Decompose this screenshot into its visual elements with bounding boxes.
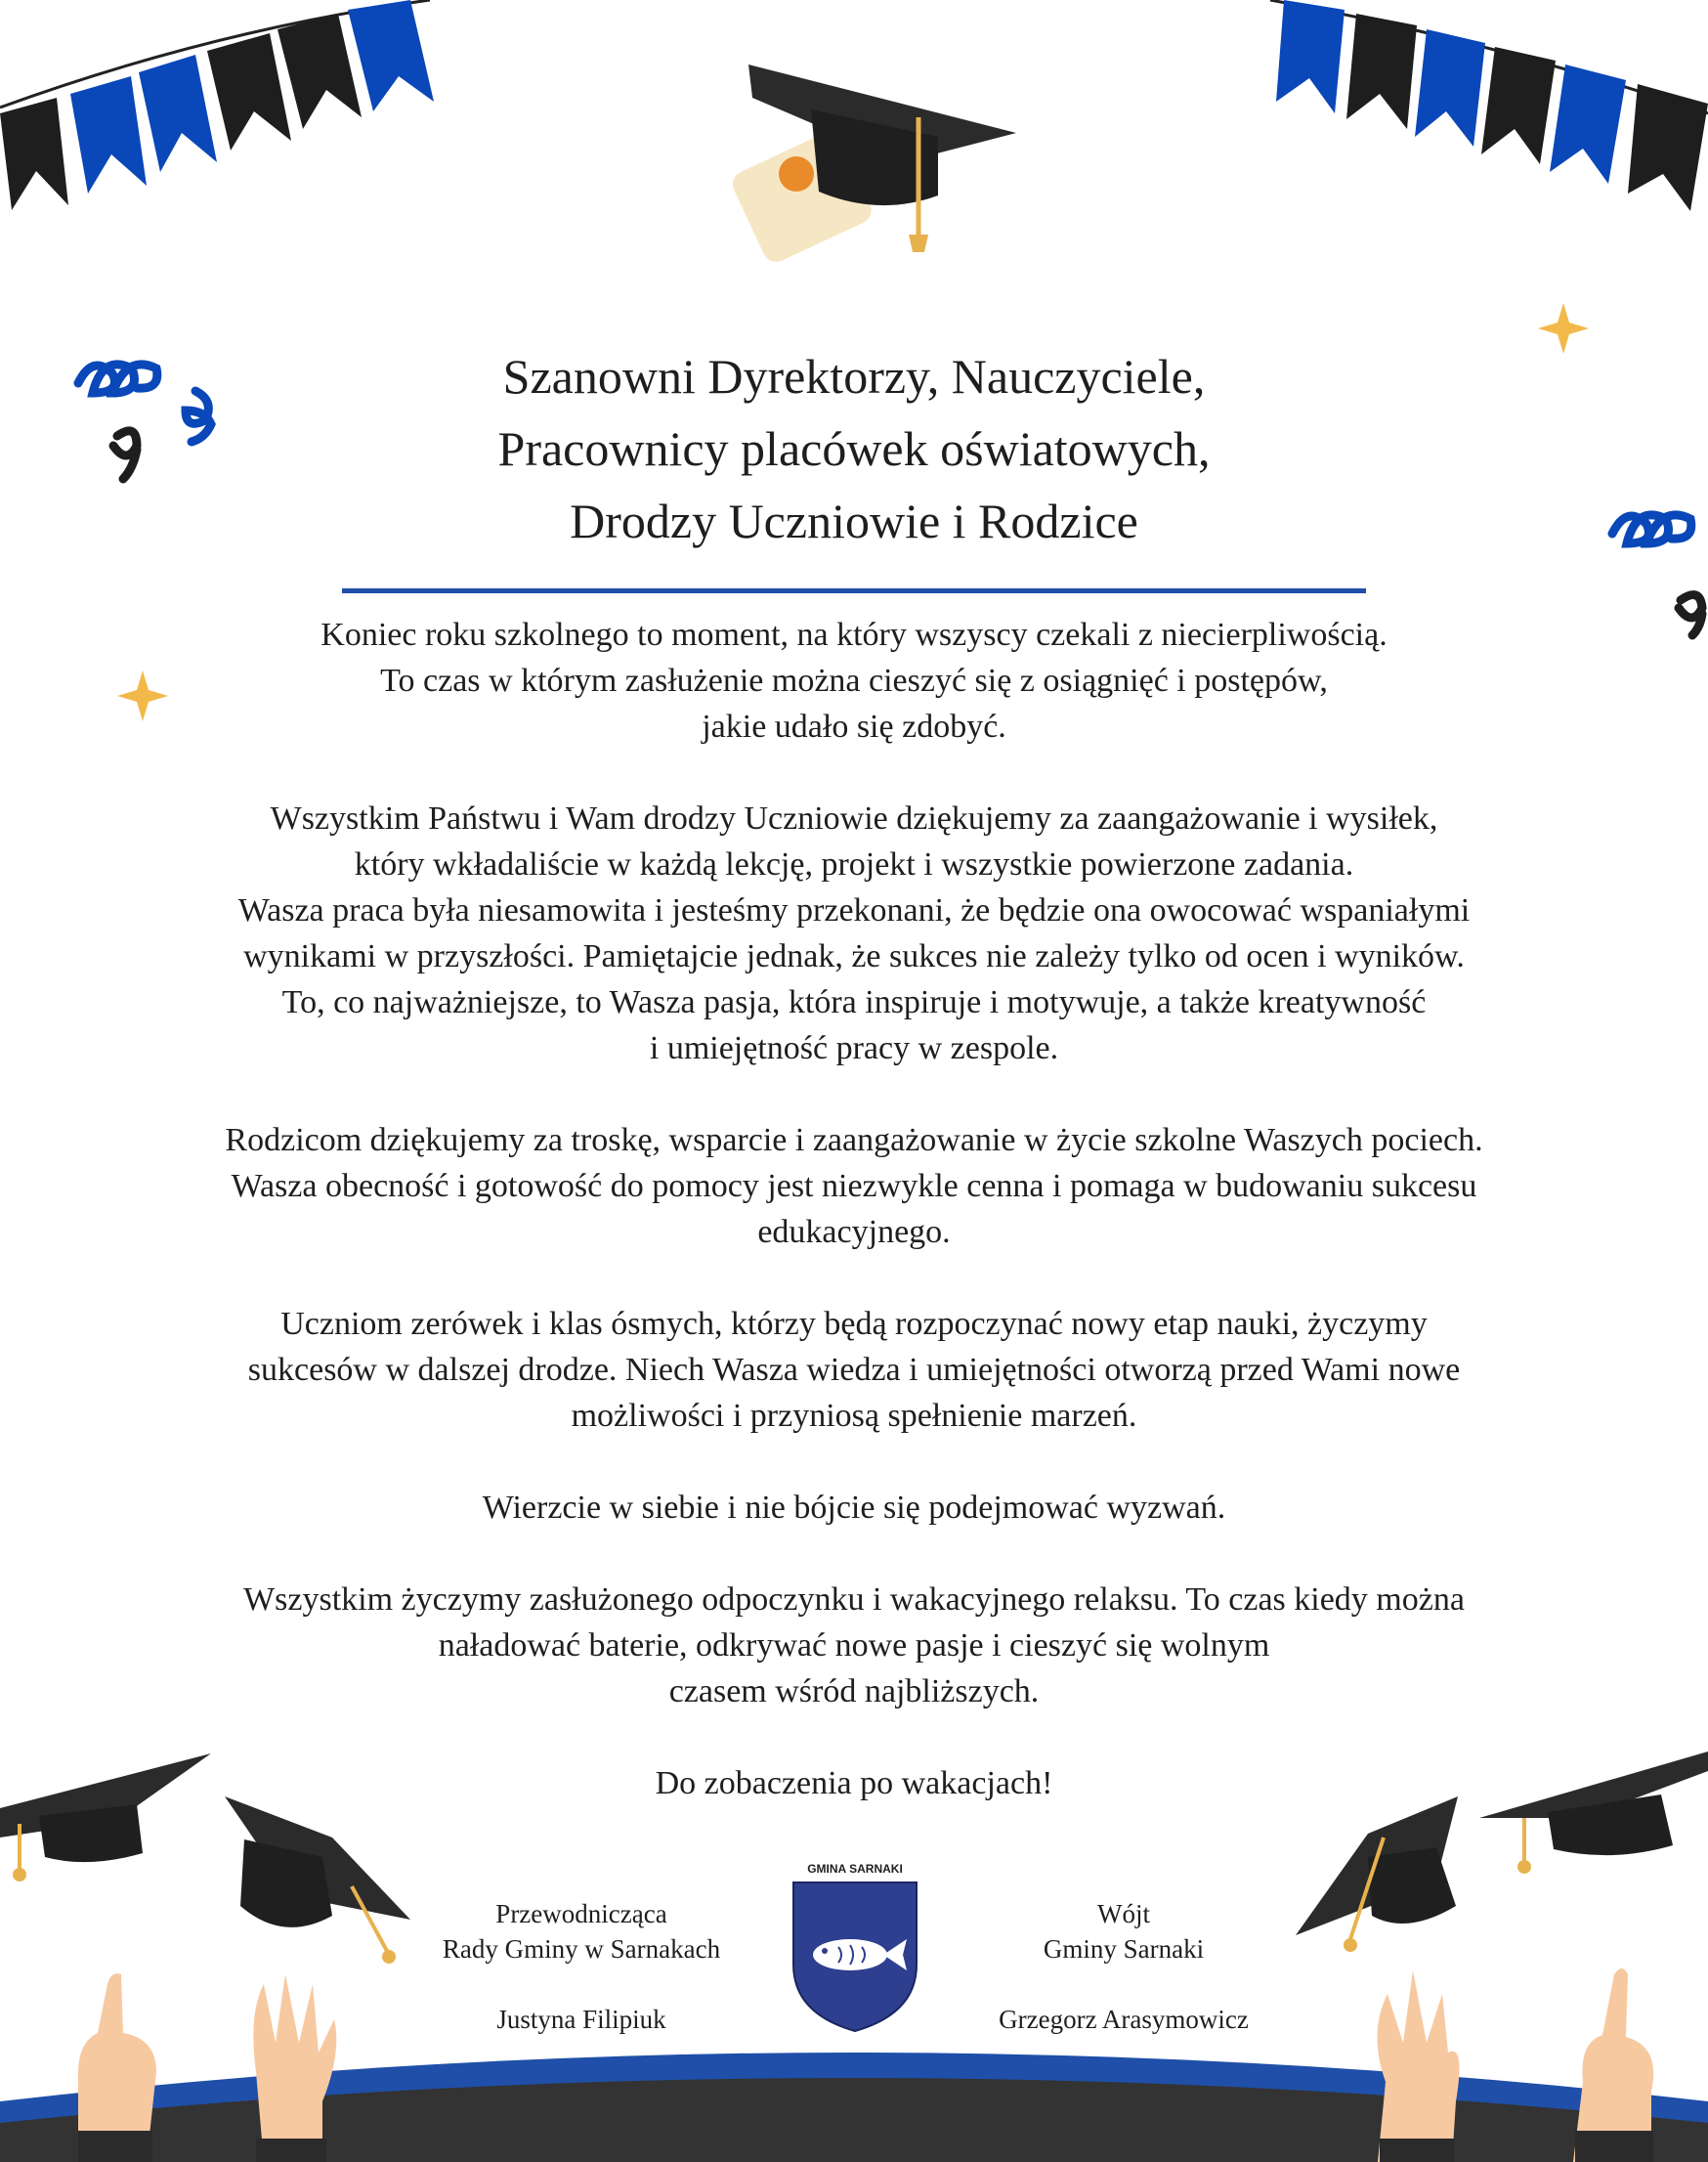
crest-label: GMINA SARNAKI <box>807 1862 903 1876</box>
title-line: Szanowni Dyrektorzy, Nauczyciele, <box>502 349 1206 404</box>
signature-name: Grzegorz Arasymowicz <box>999 2005 1249 2034</box>
text-line: To czas w którym zasłużenie można cieszyć się z osiągnięć i postępów, <box>380 663 1328 699</box>
text-line: edukacyjnego. <box>757 1214 951 1250</box>
page-title <box>0 340 1708 557</box>
text-line: sukcesów w dalszej drodze. Niech Wasza wiedza i umiejętności otworzą przed Wami nowe <box>247 1352 1461 1388</box>
text-line: Wierzcie w siebie i nie bójcie się podejmować wyzwań. <box>482 1490 1226 1526</box>
municipality-crest <box>782 1857 928 2035</box>
signature-role: Gminy Sarnaki <box>1043 1934 1205 1964</box>
text-line: wynikami w przyszłości. Pamiętajcie jednak, że sukces nie zależy tylko od ocen i wyników. <box>243 938 1465 974</box>
signature-role: Rady Gminy w Sarnakach <box>442 1934 721 1964</box>
text-line: To, co najważniejsze, to Wasza pasja, która inspiruje i motywuje, a także kreatywność <box>281 984 1427 1020</box>
bunting-right <box>1270 0 1708 211</box>
signature-right <box>938 1896 1309 2037</box>
graduation-cap-icon <box>728 65 1016 266</box>
text-line: i umiejętność pracy w zespole. <box>649 1030 1059 1066</box>
signature-name: Justyna Filipiuk <box>496 2005 666 2034</box>
text-line: Wszystkim życzymy zasłużonego odpoczynku i wakacyjnego relaksu. To czas kiedy można <box>243 1581 1465 1618</box>
title-line: Drodzy Uczniowie i Rodzice <box>570 494 1138 548</box>
signature-role: Wójt <box>1097 1899 1150 1928</box>
text-line: możliwości i przyniosą spełnienie marzeń. <box>571 1398 1137 1434</box>
text-line: Do zobaczenia po wakacjach! <box>655 1765 1053 1801</box>
text-line: który wkładaliście w każdą lekcję, projekt i wszystkie powierzone zadania. <box>354 846 1354 883</box>
text-line: Wasza praca była niesamowita i jesteśmy przekonani, że będzie ona owocować wspaniałymi <box>237 892 1471 929</box>
text-line: Uczniom zerówek i klas ósmych, którzy będą rozpoczynać nowy etap nauki, życzymy <box>280 1306 1428 1342</box>
title-line: Pracownicy placówek oświatowych, <box>497 421 1211 476</box>
text-line: Wasza obecność i gotowość do pomocy jest niezwykle cenna i pomaga w budowaniu sukcesu <box>231 1168 1477 1204</box>
text-line: czasem wśród najbliższych. <box>668 1673 1040 1709</box>
letter-body <box>20 612 1688 1852</box>
closing-line <box>20 1760 1688 1806</box>
paragraph <box>20 1301 1688 1439</box>
text-line: jakie udało się zdobyć. <box>702 709 1006 745</box>
text-line: Rodzicom dziękujemy za troskę, wsparcie i zaangażowanie w życie szkolne Waszych pociech. <box>225 1122 1483 1158</box>
paragraph <box>20 1485 1688 1531</box>
signature-role: Przewodnicząca <box>495 1899 667 1928</box>
paragraph <box>20 1117 1688 1255</box>
paragraph <box>20 1577 1688 1714</box>
bunting-left <box>0 0 434 210</box>
paragraph <box>20 612 1688 750</box>
text-line: naładować baterie, odkrywać nowe pasje i cieszyć się wolnym <box>438 1627 1270 1664</box>
text-line: Wszystkim Państwu i Wam drodzy Uczniowie dziękujemy za zaangażowanie i wysiłek, <box>270 800 1438 837</box>
text-line: Koniec roku szkolnego to moment, na który wszyscy czekali z niecierpliwością. <box>320 617 1388 653</box>
title-divider <box>342 588 1366 593</box>
signature-left <box>381 1896 782 2037</box>
paragraph <box>20 796 1688 1071</box>
